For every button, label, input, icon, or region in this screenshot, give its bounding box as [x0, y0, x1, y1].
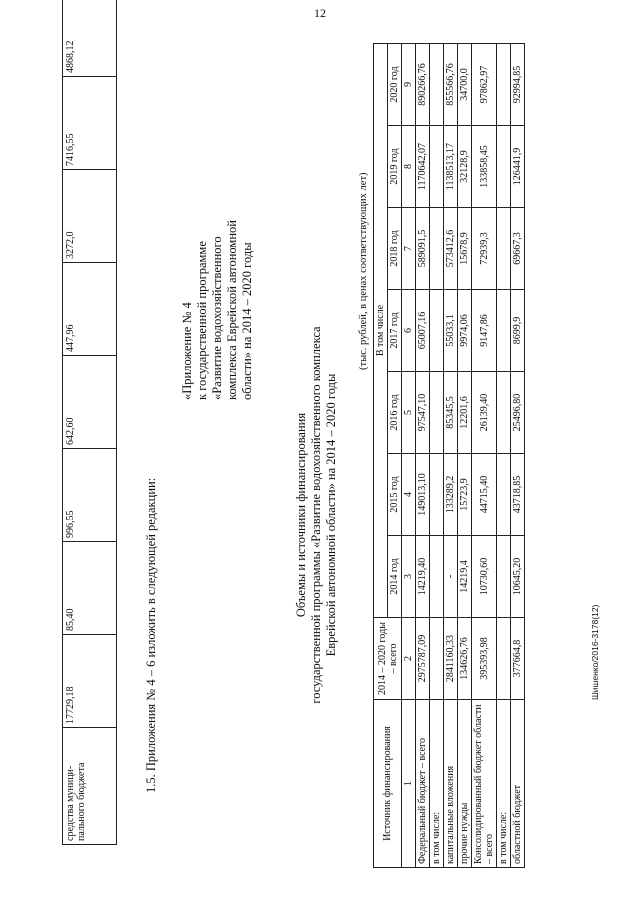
index-cell: 1	[402, 700, 416, 868]
table-cell: 9974,06	[458, 290, 472, 372]
table-cell: 126441,9	[511, 126, 525, 208]
financing-table	[373, 44, 525, 868]
index-cell: 6	[402, 290, 416, 372]
index-row	[402, 44, 416, 868]
table-cell: 589091,5	[416, 208, 430, 290]
index-cell: 2	[402, 618, 416, 700]
table-cell: 395393,98	[472, 618, 497, 700]
table-cell: 55033,1	[444, 290, 458, 372]
header-year: 2020 год	[388, 44, 402, 126]
table-cell: -	[444, 536, 458, 618]
table-cell: 9147,86	[472, 290, 497, 372]
fragment-cell: 85,40	[63, 542, 117, 635]
index-cell: 8	[402, 126, 416, 208]
table-cell: 15678,9	[458, 208, 472, 290]
table-cell: 134626,76	[458, 618, 472, 700]
appendix-line: комплекса Еврейской автономной	[225, 220, 239, 400]
title-line: государственной программы «Развитие водохозяйственного комплекса	[309, 326, 323, 704]
page-number: 12	[314, 6, 326, 20]
table-cell: 72939,3	[472, 208, 497, 290]
table-cell: 2841160,33	[444, 618, 458, 700]
table-cell: 34700,0	[458, 44, 472, 126]
table-cell: 890266,76	[416, 44, 430, 126]
table-cell	[430, 290, 444, 372]
header-year: 2015 год	[388, 454, 402, 536]
table-cell: 44715,40	[472, 454, 497, 536]
table-cell: 14219,4	[458, 536, 472, 618]
fragment-cell: 996,55	[63, 449, 117, 542]
row-source: в том числе:	[430, 700, 444, 868]
table-row	[416, 44, 430, 868]
table-row	[472, 44, 497, 868]
table-cell: 149013,10	[416, 454, 430, 536]
table-cell	[497, 44, 511, 126]
document-stamp: Шишенко/2016-3178(12)	[590, 604, 600, 700]
table-cell	[430, 208, 444, 290]
appendix-line: «Развитие водохозяйственного	[210, 236, 224, 400]
fragment-cell: 7416,55	[63, 77, 117, 170]
header-year: 2019 год	[388, 126, 402, 208]
table-cell: 97547,10	[416, 372, 430, 454]
table-cell	[497, 372, 511, 454]
table-cell: 65007,16	[416, 290, 430, 372]
appendix-line: области» на 2014 – 2020 годы	[240, 242, 254, 400]
appendix-header	[180, 220, 255, 400]
table-cell: 1138513,17	[444, 126, 458, 208]
table-cell: 69667,3	[511, 208, 525, 290]
header-total: 2014 – 2020 годы – всего	[374, 618, 402, 700]
table-header-row	[374, 44, 388, 868]
document-title	[294, 300, 339, 730]
table-cell: 12201,6	[458, 372, 472, 454]
table-cell	[430, 372, 444, 454]
table-cell	[497, 618, 511, 700]
fragment-cell: 4868,12	[63, 0, 117, 77]
table-cell	[430, 618, 444, 700]
table-row	[497, 44, 511, 868]
fragment-cell: 642,60	[63, 356, 117, 449]
table-cell	[497, 290, 511, 372]
table-row	[511, 44, 525, 868]
header-year: 2017 год	[388, 290, 402, 372]
table-row	[458, 44, 472, 868]
table-cell	[430, 454, 444, 536]
header-including: В том числе	[374, 44, 388, 618]
table-cell: 32128,9	[458, 126, 472, 208]
table-cell: 2975787,09	[416, 618, 430, 700]
table-cell	[430, 44, 444, 126]
table-cell: 10730,60	[472, 536, 497, 618]
index-cell: 9	[402, 44, 416, 126]
table-cell: 133858,45	[472, 126, 497, 208]
fragment-cell: 447,96	[63, 263, 117, 356]
index-cell: 4	[402, 454, 416, 536]
row-source: прочие нужды	[458, 700, 472, 868]
table-cell: 14219,40	[416, 536, 430, 618]
header-year: 2018 год	[388, 208, 402, 290]
index-cell: 3	[402, 536, 416, 618]
fragment-cell: 3272,0	[63, 170, 117, 263]
fragment-row-label: средства муници-пального бюджета	[63, 728, 117, 845]
paragraph-1-5: 1.5. Приложения № 4 – 6 изложить в следующей редакции:	[144, 477, 158, 793]
appendix-line: к государственной программе	[195, 241, 209, 400]
table-cell: 377664,8	[511, 618, 525, 700]
row-source: капитальные вложения	[444, 700, 458, 868]
row-source: Федеральный бюджет – всего	[416, 700, 430, 868]
table-cell	[497, 454, 511, 536]
table-cell: 133289,2	[444, 454, 458, 536]
fragment-cell: 17729,18	[63, 635, 117, 728]
table-cell	[497, 208, 511, 290]
table-row	[63, 0, 117, 845]
header-source: Источник финансирования	[374, 700, 402, 868]
table-row	[430, 44, 444, 868]
appendix-line: «Приложение № 4	[180, 302, 194, 400]
table-cell: 15723,9	[458, 454, 472, 536]
table-cell: 26139,40	[472, 372, 497, 454]
fragment-table	[62, 25, 117, 845]
header-year: 2016 год	[388, 372, 402, 454]
table-cell: 85345,5	[444, 372, 458, 454]
index-cell: 5	[402, 372, 416, 454]
table-cell: 1170642,07	[416, 126, 430, 208]
table-cell: 855566,76	[444, 44, 458, 126]
table-cell	[430, 126, 444, 208]
table-cell: 10645,20	[511, 536, 525, 618]
table-cell: 25496,80	[511, 372, 525, 454]
table-row	[444, 44, 458, 868]
title-line: Объемы и источники финансирования	[294, 412, 308, 618]
table-cell	[497, 536, 511, 618]
table-cell	[430, 536, 444, 618]
table-cell: 43718,85	[511, 454, 525, 536]
units-note: (тыс. рублей, в ценах соответствующих лет)	[358, 172, 369, 370]
header-year: 2014 год	[388, 536, 402, 618]
index-cell: 7	[402, 208, 416, 290]
row-source: областной бюджет	[511, 700, 525, 868]
title-line: Еврейской автономной области» на 2014 – 2020 годы	[324, 373, 338, 657]
row-source: Консолидированный бюджет области – всего	[472, 700, 497, 868]
table-cell: 92994,85	[511, 44, 525, 126]
table-cell: 8699,9	[511, 290, 525, 372]
row-source: в том числе:	[497, 700, 511, 868]
table-cell: 573412,6	[444, 208, 458, 290]
table-cell: 97862,97	[472, 44, 497, 126]
table-cell	[497, 126, 511, 208]
